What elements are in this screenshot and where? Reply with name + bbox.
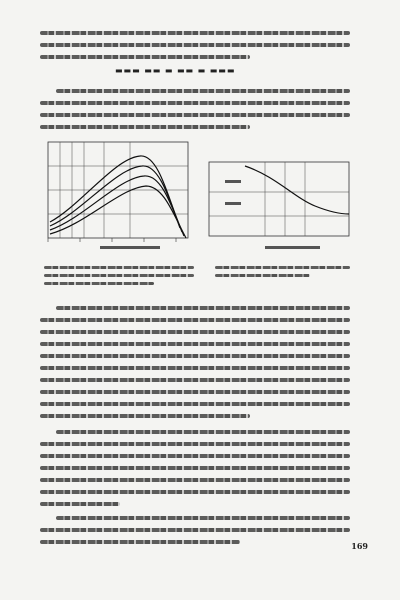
text-line bbox=[40, 101, 350, 105]
chemical-equation: ▬▬▬ ▬▬ ▬ ▬▬ ▬ ▬▬▬ bbox=[115, 66, 236, 75]
text-line bbox=[40, 318, 350, 322]
caption-line bbox=[44, 266, 194, 269]
text-line bbox=[40, 125, 250, 129]
text-line bbox=[40, 502, 120, 506]
text-line bbox=[56, 516, 350, 520]
page-number: 169 bbox=[351, 541, 368, 551]
text-line bbox=[56, 306, 350, 310]
y-label bbox=[225, 180, 241, 183]
grid bbox=[209, 162, 349, 236]
text-line bbox=[40, 366, 350, 370]
plot-frame bbox=[209, 162, 349, 236]
caption-line bbox=[44, 282, 154, 285]
text-line bbox=[40, 43, 350, 47]
x-axis-ticks bbox=[48, 238, 176, 242]
caption-line bbox=[215, 274, 310, 277]
x-axis-label bbox=[265, 246, 320, 249]
text-line bbox=[40, 31, 350, 35]
text-line bbox=[40, 55, 250, 59]
y-label bbox=[225, 202, 241, 205]
text-line bbox=[40, 390, 350, 394]
curve-2 bbox=[50, 166, 182, 232]
text-line bbox=[40, 478, 350, 482]
text-line bbox=[40, 466, 350, 470]
x-axis-label bbox=[100, 246, 160, 249]
text-line bbox=[40, 490, 350, 494]
caption-line bbox=[215, 266, 350, 269]
text-line bbox=[40, 442, 350, 446]
text-line bbox=[56, 430, 350, 434]
curve-1 bbox=[245, 166, 349, 214]
text-line bbox=[40, 402, 350, 406]
text-line bbox=[40, 330, 350, 334]
text-line bbox=[40, 414, 250, 418]
figure-left bbox=[40, 136, 200, 261]
text-line bbox=[40, 540, 240, 544]
text-line bbox=[40, 528, 350, 532]
caption-line bbox=[44, 274, 194, 277]
text-line bbox=[40, 378, 350, 382]
text-line bbox=[40, 113, 350, 117]
text-line bbox=[40, 342, 350, 346]
figure-right bbox=[205, 136, 355, 261]
text-line bbox=[40, 454, 350, 458]
text-line bbox=[56, 89, 350, 93]
curve-1 bbox=[50, 156, 180, 228]
text-line bbox=[40, 354, 350, 358]
